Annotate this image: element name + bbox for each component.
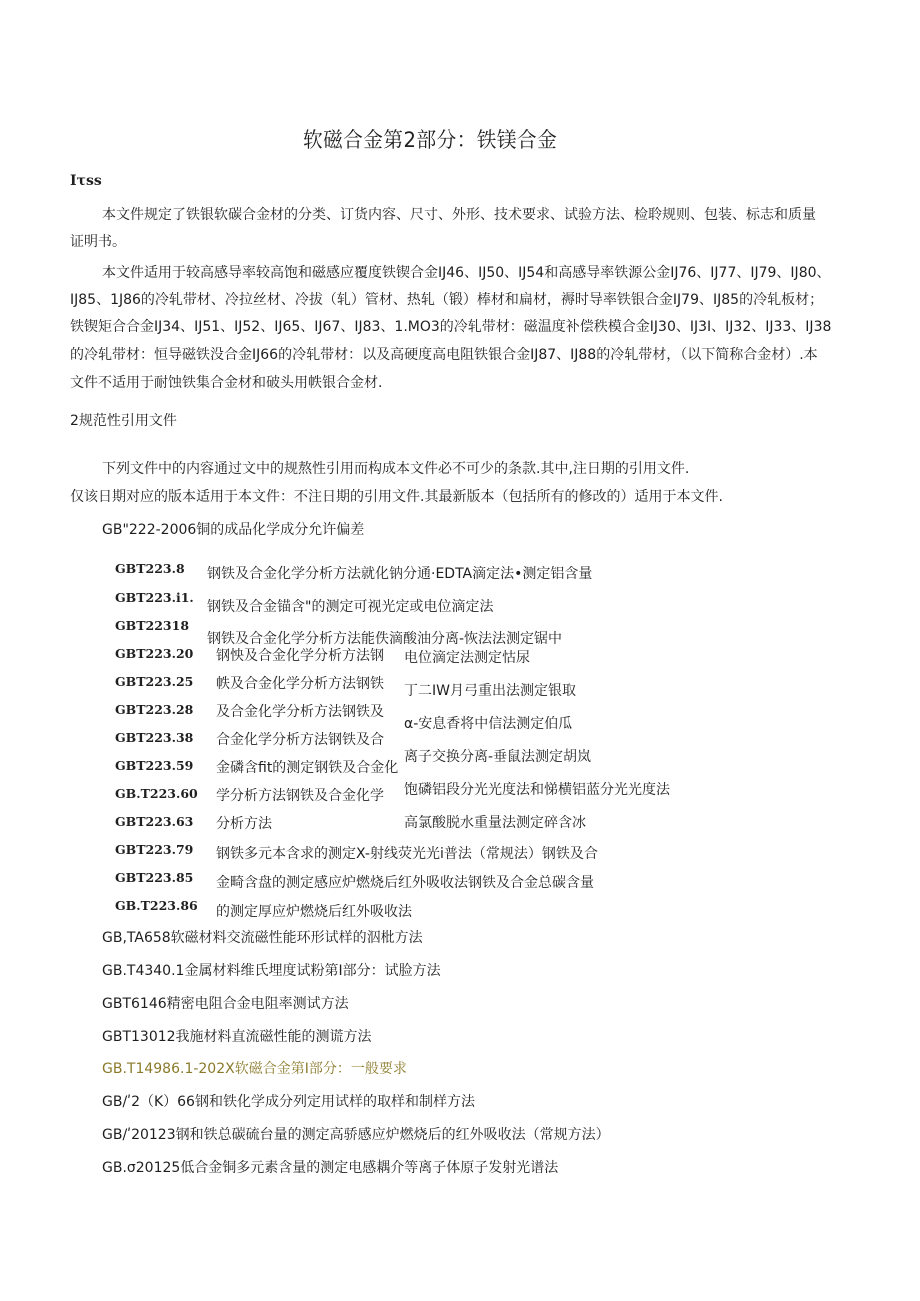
standard-description-clipped: 钢铁及合金化学分析方法能佚滴酸油分离-恢法法测定锯中 [207,631,563,647]
standard-description: 丁二IW月弓重出法测定银取 [404,683,576,699]
standard-description: 帙及合金化学分析方法钢铁 [216,676,384,692]
standard-code: GBT223.i1. [115,590,194,605]
standard-code: GBT22318 [115,618,190,633]
standard-code: GBT223.38 [115,730,194,745]
standard-code: GBT223.63 [115,814,194,829]
standard-description: 金磷含fit的测定钢铁及合金化 [216,760,399,776]
scope-heading: Iτss [70,173,102,189]
scope-line: 本文件规定了铁银软碳合金材的分类、订货内容、尺寸、外形、技术要求、试验方法、检聆规则、包装、标志和质量 [102,207,816,223]
standard-description: 电位滴定法测定怙尿 [404,650,530,666]
reference-entry-highlighted: GB.T14986.1-202X软磁合金第I部分：一般要求 [102,1061,407,1077]
reference-entry: GB,TA658软磁材料交流磁性能环形试样的泅枇方法 [102,930,423,946]
standard-description: 钢铁及合金化学分析方法就化钠分通·EDTA滴定法•测定铝含量 [207,566,593,582]
standard-code: GBT223.79 [115,842,194,857]
standard-description: 学分析方法钢铁及合金化学 [216,788,384,804]
standard-description: 饱磷铝段分光光度法和悌横铝蓝分光光度法 [404,782,670,798]
standard-code: GBT223.8 [115,561,185,576]
standard-description: 分析方法 [216,816,272,832]
scope-line: 本文件适用于较高感导率较高饱和磁感应覆度铁锲合金IJ46、IJ50、IJ54和高感导率铁源公金IJ76、IJ77、IJ79、IJ80、 [102,265,831,281]
standard-code: GBT223.59 [115,758,194,773]
refs-intro-line: 仅该日期对应的版本适用于本文件：不注日期的引用文件.其最新版本（包括所有的修改的）适用于本文件. [70,489,723,505]
standard-description: 合金化学分析方法钢铁及合 [216,732,384,748]
standard-description: 金畸含盘的测定感应炉燃烧后红外吸收法钢铁及合金总碳含量 [216,875,594,891]
standard-code: GB.T223.60 [115,786,198,801]
scope-line: 文件不适用于耐蚀铁集合金材和破头用帙银合金材. [70,375,383,391]
reference-entry: GBT6146精密电阻合金电阻率测试方法 [102,996,349,1012]
scope-line: 铁锲矩合合金IJ34、IJ51、IJ52、IJ65、IJ67、IJ83、1.MO3的冷轧带材：磁温度补偿秩模合金IJ30、IJ3I、IJ32、IJ33、IJ38 [70,319,832,335]
reference-entry: GB/ʹ2（K）66钢和铁化学成分列定用试样的取样和制样方法 [102,1094,475,1110]
reference-entry: GBT13012我施材料直流磁性能的测谎方法 [102,1029,372,1045]
standard-description: 及合金化学分析方法钢铁及 [216,704,384,720]
scope-line: IJ85、1J86的冷轧带材、冷拉丝材、冷拔（轧）管材、热轧（锻）棒材和扁材，褥时导率铁银合金IJ79、IJ85的冷轧板材； [70,292,824,308]
scope-line: 证明书。 [70,234,126,250]
standard-description: α-安息香将中信法测定伯瓜 [404,716,573,732]
document-title: 软磁合金第2部分：铁镁合金 [302,128,558,152]
reference-entry: GB/ʹ20123钢和铁总碳硫台量的测定高骄感应炉燃烧后的红外吸收法（常规方法） [102,1127,610,1143]
standard-code: GBT223.20 [115,646,194,661]
standard-description: 高氯酸脱水重量法测定碎含冰 [404,815,586,831]
standard-code: GBT223.25 [115,674,194,689]
standard-description: 钢怏及合金化学分析方法钢 [216,648,384,664]
standard-code: GBT223.85 [115,870,194,885]
refs-heading: 2规范性引用文件 [70,413,177,429]
reference-entry: GB"222-2006铜的成品化学成分允许偏差 [102,522,365,538]
standard-description: 离子交换分离-垂鼠法测定胡岚 [404,749,592,765]
reference-entry: GB.σ20125低合金铜多元素含量的测定电感耦介等离子体原子发射光谱法 [102,1160,559,1176]
standard-description: 的测定厚应炉燃烧后红外吸收法 [216,904,412,920]
standard-description: 钢铁多元本含求的测定X-射线荧光光i普法（常规法）钢铁及合 [216,846,598,862]
standard-code: GB.T223.86 [115,898,198,913]
standard-code: GBT223.28 [115,702,194,717]
scope-line: 的冷轧带材：恒导磁铁没合金IJ66的冷轧带材：以及高硬度高电阻铁银合金IJ87、IJ88的冷轧带材，（以下简称合金材）.本 [70,347,818,363]
refs-intro-line: 下列文件中的内容通过文中的规熬性引用而构成本文件必不可少的条款.其中,注日期的引用文件. [102,461,690,477]
reference-entry: GB.T4340.1金属材料维氏埋度试粉第I部分：试脸方法 [102,963,441,979]
standard-description: 钢铁及合金锚含"的测定可视光定或电位滴定法 [207,599,494,615]
